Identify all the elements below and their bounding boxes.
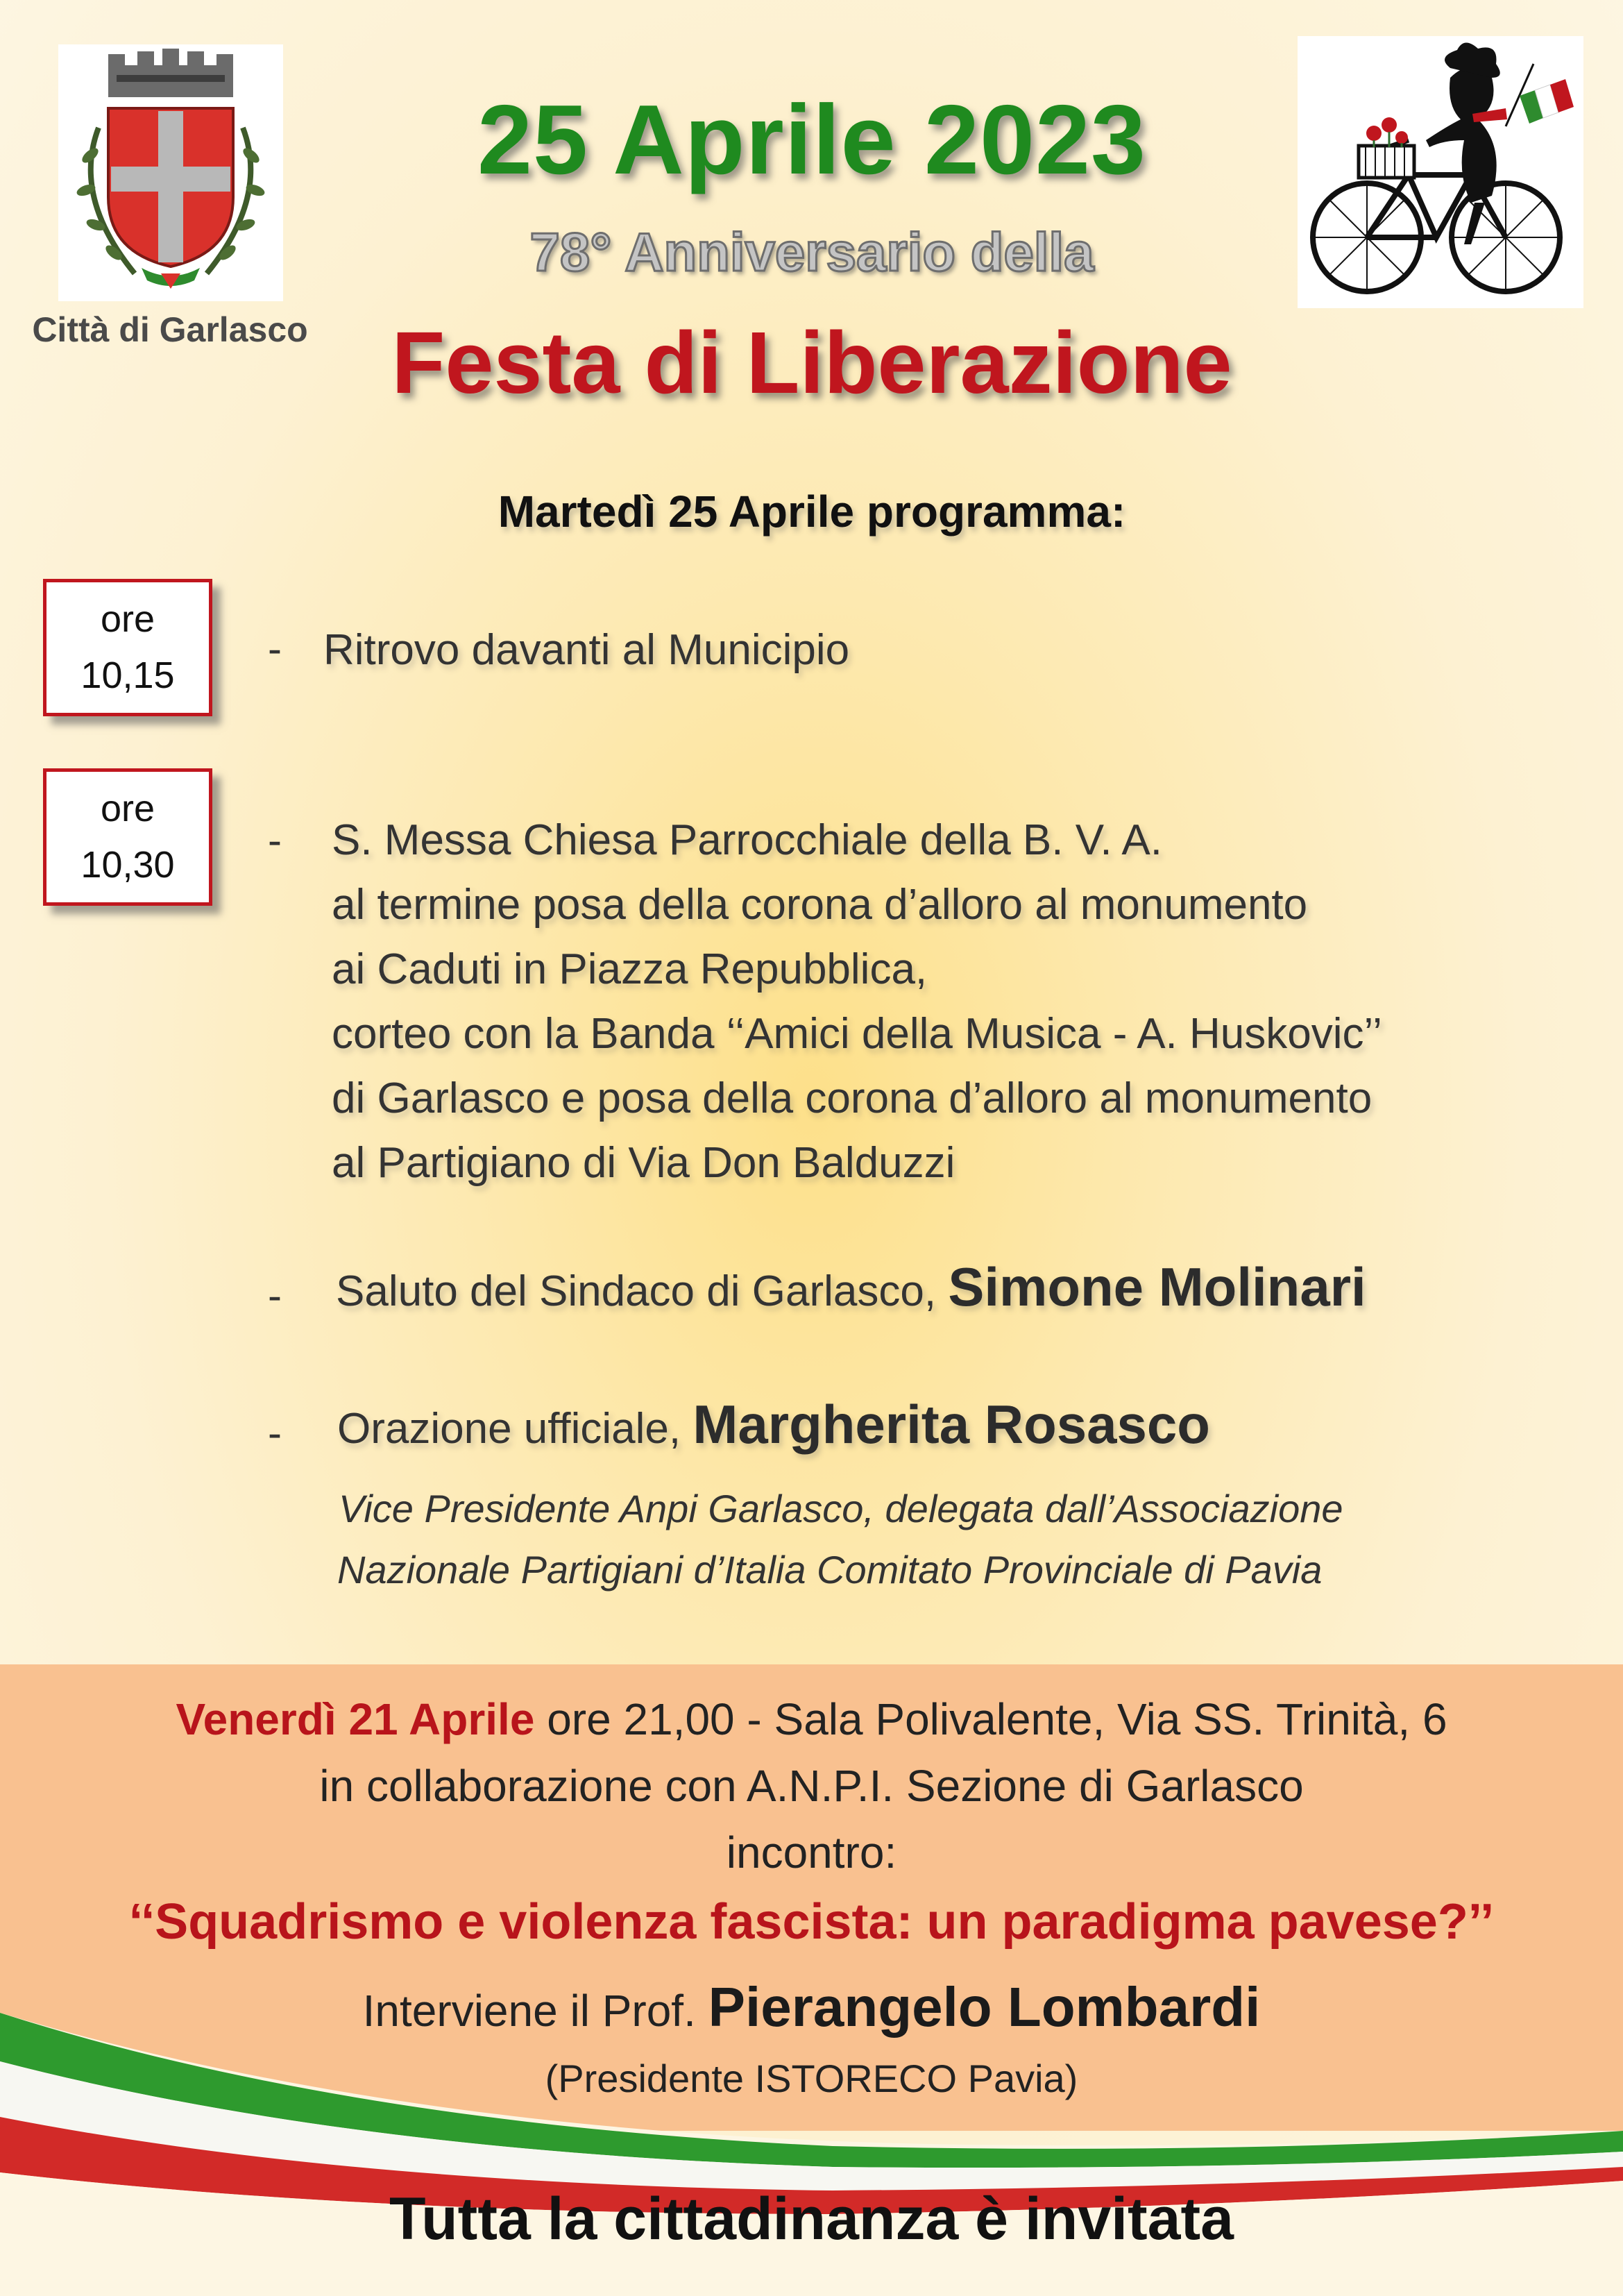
program-line: al termine posa della corona d’alloro al monumento [332, 881, 1308, 929]
speaker-prefix: Interviene il Prof. [362, 1986, 696, 2036]
program-title: Martedì 25 Aprile programma: [498, 487, 1126, 537]
time-badge-1030 [43, 768, 212, 906]
time-badge-1015 [43, 579, 212, 716]
program-item-saluto [336, 1255, 1366, 1324]
city-name-caption: Città di Garlasco [32, 310, 308, 349]
event-incontro-label: incontro: [726, 1827, 897, 1877]
event-date-line [0, 1694, 1623, 1745]
event-talk-title: ‘‘Squadrismo e violenza fascista: un paradigma pavese?’’ [128, 1894, 1495, 1950]
program-line: S. Messa Chiesa Parrocchiale della B. V. A. [332, 816, 1162, 864]
festa-title: Festa di Liberazione [391, 314, 1232, 412]
event-venue: ore 21,00 - Sala Polivalente, Via SS. Trinità, 6 [547, 1694, 1447, 1744]
oratrice-role-line-1: Vice Presidente Anpi Garlasco, delegata dall’Associazione [339, 1487, 1343, 1530]
program-line: al Partigiano di Via Don Balduzzi [332, 1139, 955, 1187]
time-label: ore [100, 788, 155, 829]
program-line: corteo con la Banda ‘‘Amici della Musica - A. Huskovic’’ [332, 1010, 1382, 1058]
bullet-dash: - [268, 1272, 282, 1319]
speaker-role: (Presidente ISTORECO Pavia) [545, 2057, 1078, 2100]
sindaco-name: Simone Molinari [948, 1256, 1366, 1317]
bullet-dash: - [268, 1410, 282, 1456]
city-crest-logo [58, 44, 283, 301]
program-item-ritrovo: Ritrovo davanti al Municipio [323, 626, 850, 674]
program-item-orazione [337, 1392, 1210, 1461]
bicycle-woman-illustration [1298, 36, 1583, 308]
speaker-name: Pierangelo Lombardi [708, 1976, 1261, 2038]
crest-icon [58, 44, 283, 301]
program-line: di Garlasco e posa della corona d’alloro al monumento [332, 1074, 1373, 1122]
saluto-prefix: Saluto del Sindaco di Garlasco, [336, 1267, 937, 1315]
event-date: Venerdì 21 Aprile [176, 1694, 535, 1744]
event-date-heading: 25 Aprile 2023 [477, 85, 1146, 195]
invitation-footer: Tutta la cittadinanza è invitata [389, 2186, 1234, 2252]
anniversary-subheading: 78° Anniversario della [529, 221, 1094, 282]
orazione-prefix: Orazione ufficiale, [337, 1405, 681, 1453]
event-collab: in collaborazione con A.N.P.I. Sezione di Garlasco [319, 1761, 1304, 1811]
time-value: 10,30 [80, 844, 175, 886]
oratrice-role-line-2: Nazionale Partigiani d’Italia Comitato Provinciale di Pavia [337, 1548, 1323, 1592]
bullet-dash: - [268, 625, 282, 672]
bullet-dash: - [268, 817, 282, 863]
program-line: ai Caduti in Piazza Repubblica, [332, 945, 928, 993]
program-item-messa [332, 808, 1382, 1195]
time-value: 10,15 [80, 655, 175, 696]
time-label: ore [100, 598, 155, 640]
oratrice-name: Margherita Rosasco [692, 1394, 1210, 1455]
bicycle-icon [1298, 36, 1583, 308]
